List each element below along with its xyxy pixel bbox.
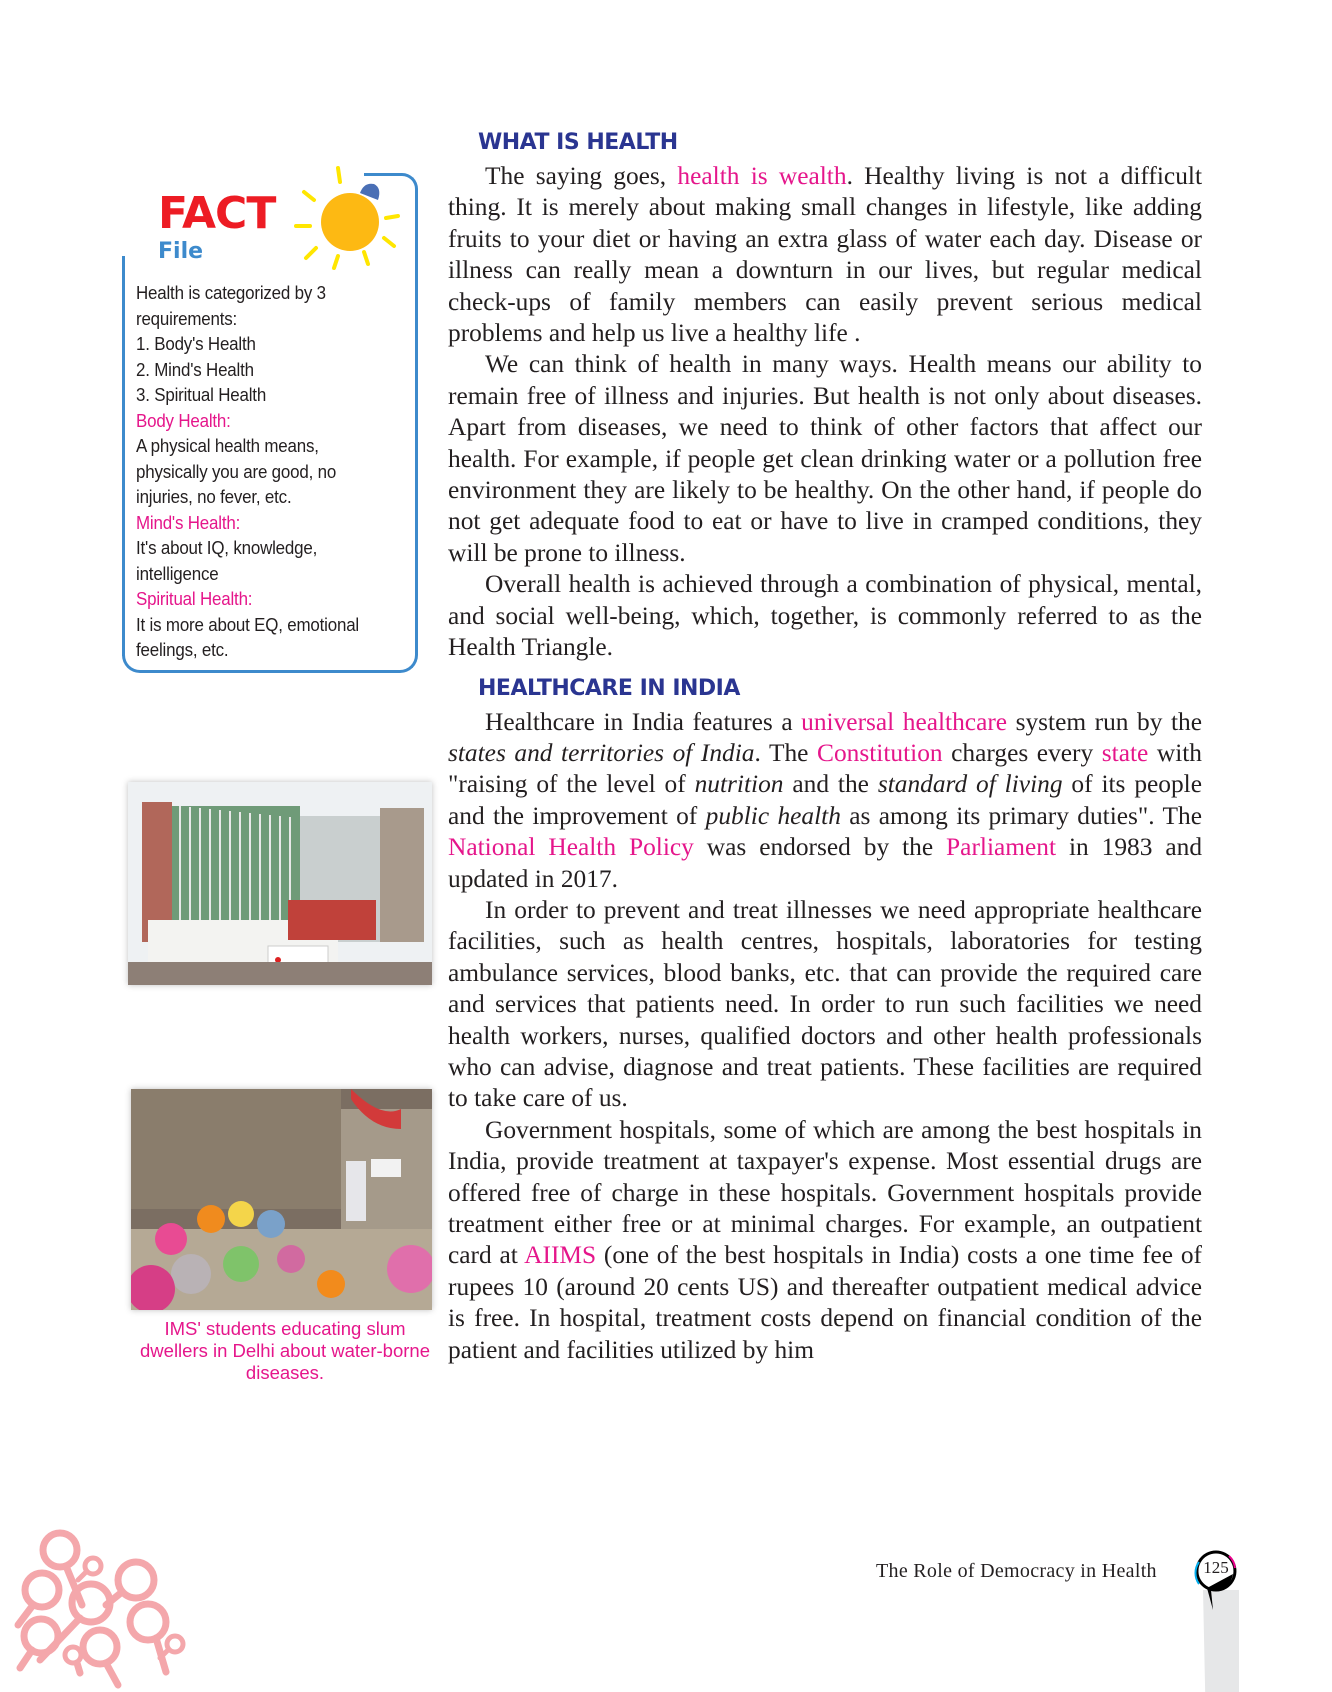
link-constitution[interactable]: Constitution xyxy=(817,738,943,767)
paragraph-health-triangle: Overall health is achieved through a combination of physical, mental, and social well-being, which, together, is commonly referred to as the Health Triangle. xyxy=(448,570,1202,662)
italic-span: public health xyxy=(705,801,841,830)
paragraph-healthcare-facilities: In order to prevent and treat illnesses we need appropriate healthcare facilities, such as health centres, hospitals, laboratories for testing ambulance services, blood banks, etc. that can provide the required care and services that patients need. In order to run such facilities we need health workers, nurses, qualified doctors and other health professionals who can advise, diagnose and treat patients. These facilities are required to take care of us. xyxy=(448,895,1202,1113)
text-span: with "raising of the level of xyxy=(448,738,1203,799)
paragraph-health-is-wealth xyxy=(448,161,1202,349)
fact-line: It is more about EQ, emotional xyxy=(136,613,359,635)
fact-list-item: 1. Body's Health xyxy=(136,333,256,354)
italic-span: states and territories of India xyxy=(448,738,755,767)
text-span: . Healthy living is not a difficult thing. It is merely about making small changes in lifestyle, like adding fruits to your diet or having an extra glass of water each day. Disease or illness can really mean a downturn in our lives, but regular medical check-ups of family members can easily prevent serious medical problems and help us live a healthy life . xyxy=(448,162,1202,348)
italic-span: standard of living xyxy=(877,770,1063,799)
fact-line: physically you are good, no xyxy=(136,460,337,482)
link-parliament[interactable]: Parliament xyxy=(946,833,1057,862)
paragraph-government-hospitals xyxy=(448,1115,1202,1366)
link-universal-healthcare[interactable]: universal healthcare xyxy=(801,707,1008,736)
section-heading-healthcare-india: HEALTHCARE IN INDIA xyxy=(478,675,740,701)
fact-box-right-border xyxy=(415,190,418,630)
paragraph-universal-healthcare xyxy=(448,707,1202,895)
fact-subheading-mind: Mind's Health: xyxy=(136,511,241,533)
fact-line: intelligence xyxy=(136,562,219,584)
italic-span: nutrition xyxy=(694,770,784,799)
text-span: Government hospitals, some of which are among the best hospitals in India, provide treatment at taxpayer's expense. Most essential drugs are offered free of charge in these hospitals. Government hospitals provide treatment either free or at minimal charges. For example, an outpatient card at xyxy=(448,1115,1202,1270)
lightbulb-icon xyxy=(290,160,410,270)
fact-subheading-spiritual: Spiritual Health: xyxy=(136,588,253,609)
text-span: . The xyxy=(754,738,818,767)
link-state[interactable]: state xyxy=(1101,738,1149,767)
link-national-health-policy[interactable]: National Health Policy xyxy=(448,833,694,862)
text-span: was endorsed by the xyxy=(693,833,947,862)
section-heading-what-is-health: WHAT IS HEALTH xyxy=(478,130,678,155)
text-span: in 1983 and updated in 2017. xyxy=(448,833,1203,893)
fact-subtitle: File xyxy=(158,239,204,264)
paragraph-health-ways: We can think of health in many ways. Health means our ability to remain free of illness and injuries. But health is not only about diseases. Apart from diseases, we need to think of other factors that affect our health. For example, if people get clean drinking water or a pollution free environment they are likely to be healthy. On the other hand, if people do not get adequate food to eat or have to live in cramped conditions, they will be prone to illness. xyxy=(448,350,1202,567)
photo-caption: IMS' students educating slum dwellers in Delhi about water-borne diseases. xyxy=(140,1318,430,1383)
fact-box-left-border xyxy=(122,256,125,656)
fact-line: It's about IQ, knowledge, xyxy=(136,537,318,558)
fact-line: feelings, etc. xyxy=(136,639,229,660)
fact-title: FACT xyxy=(158,188,276,239)
slum-education-photo xyxy=(131,1089,432,1310)
magnifier-pattern-decoration xyxy=(0,1510,200,1692)
text-span: The saying goes, xyxy=(485,162,678,190)
fact-line: Health is categorized by 3 xyxy=(136,282,326,303)
text-span: of its people and the improvement of xyxy=(448,770,1202,830)
text-span: (one of the best hospitals in India) costs a one time fee of rupees 10 (around 20 cents US) and thereafter outpatient medical advice is free. In hospital, treatment costs depend on financial condition of the patient and facilities utilized by him xyxy=(448,1241,1202,1364)
chapter-title-footer: The Role of Democracy in Health xyxy=(876,1560,1157,1582)
fact-list-item: 2. Mind's Health xyxy=(136,358,254,380)
page-number: 125 xyxy=(1203,1558,1229,1577)
text-span: Healthcare in India features a xyxy=(485,707,802,736)
highlight-health-is-wealth[interactable]: health is wealth xyxy=(677,162,847,190)
fact-line: requirements: xyxy=(136,307,238,329)
hospital-illustration xyxy=(128,782,432,985)
main-content xyxy=(448,130,1202,1366)
crowd-illustration xyxy=(131,1089,432,1310)
fact-line: A physical health means, xyxy=(136,435,319,456)
text-span: and the xyxy=(783,770,878,799)
link-aiims[interactable]: AIIMS xyxy=(524,1241,597,1270)
fact-subheading-body: Body Health: xyxy=(136,409,231,431)
hospital-photo xyxy=(128,782,432,985)
fact-line: injuries, no fever, etc. xyxy=(136,486,292,507)
fact-file-body xyxy=(136,280,408,663)
text-span: as among its primary duties". The xyxy=(840,801,1202,830)
text-span: charges every xyxy=(942,738,1102,767)
fact-list-item: 3. Spiritual Health xyxy=(136,384,267,405)
text-span: system run by the xyxy=(1007,707,1202,736)
